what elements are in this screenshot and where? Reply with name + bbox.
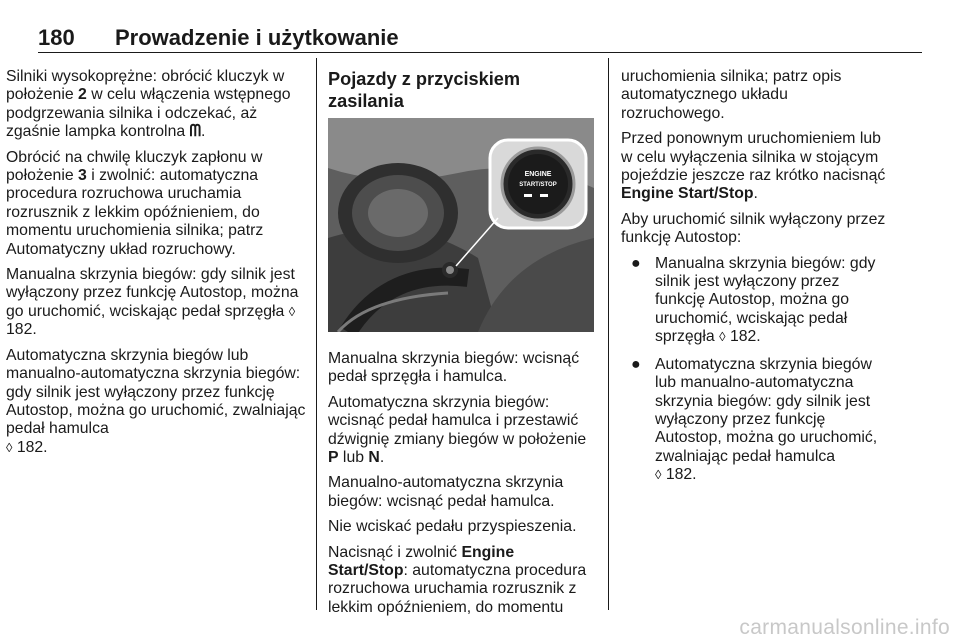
- page-number: 180: [38, 25, 75, 50]
- paragraph: Nie wciskać pedału przyspieszenia.: [328, 518, 577, 536]
- watermark: carmanualsonline.info: [739, 616, 950, 639]
- column-left: [6, 68, 306, 464]
- button-label: START/STOP: [519, 182, 557, 188]
- glow-plug-icon: ᗰ: [189, 123, 201, 141]
- page-reference[interactable]: 182.: [729, 328, 761, 346]
- paragraph: Manualna skrzynia biegów: gdy silnik jest wyłączony przez funkcję Autostop, można go uruchomić, wciskając pedał sprzęgła ◊ 182.: [6, 266, 299, 339]
- page-reference[interactable]: 182.: [6, 321, 37, 339]
- section-title: Pojazdy z przyciskiem zasilania: [328, 69, 521, 111]
- paragraph: Obrócić na chwilę kluczyk zapłonu w położenie 3 i zwolnić: automatyczna procedura rozruchowa uruchamia rozrusznik z lekkim opóźnieniem, do momentu uruchomienia silnika; patrz Automatyczny układ rozruchowy.: [6, 148, 264, 258]
- button-label: ENGINE: [524, 171, 552, 178]
- paragraph: Manualno-automatyczna skrzynia biegów: wcisnąć pedał hamulca.: [328, 474, 564, 510]
- page-reference[interactable]: 182.: [665, 466, 697, 484]
- column-middle: [328, 68, 598, 624]
- list-item: ● Manualna skrzynia biegów: gdy silnik jest wyłączony przez funkcję Autostop, można go uruchomić, wciskając pedał sprzęgła ◊ 182.: [631, 254, 876, 346]
- page-reference-icon: ◊: [655, 467, 662, 483]
- paragraph: Aby uruchomić silnik wyłączony przez funkcję Autostop:: [621, 210, 886, 247]
- page-header: [38, 26, 922, 53]
- paragraph: Manualna skrzynia biegów: wcisnąć pedał sprzęgła i hamulca.: [328, 350, 580, 386]
- engine-start-stop-photo: [328, 118, 594, 332]
- column-right: [621, 68, 891, 494]
- column-divider: [608, 58, 609, 610]
- paragraph: Automatyczna skrzynia biegów lub manualno-automatyczna skrzynia biegów: gdy silnik jest wyłączony przez funkcję Autostop, można go uruchomić, zwalniając pedał hamulca ◊ 182.: [6, 346, 306, 456]
- bullet-icon: ●: [631, 254, 641, 272]
- paragraph: Przed ponownym uruchomieniem lub w celu wyłączenia silnika w stojącym pojeździe jeszcze raz krótko nacisnąć Engine Start/Stop.: [621, 130, 886, 203]
- page-title: Prowadzenie i użytkowanie: [115, 25, 399, 50]
- page-reference-icon: ◊: [288, 303, 296, 319]
- page-reference-icon: ◊: [719, 329, 726, 345]
- paragraph: Nacisnąć i zwolnić Engine Start/Stop: automatyczna procedura rozruchowa uruchamia rozrusznik z lekkim opóźnieniem, do momentu: [328, 543, 587, 616]
- page-reference-icon: ◊: [6, 439, 13, 455]
- paragraph: Automatyczna skrzynia biegów: wcisnąć pedał hamulca i przestawić dźwignię zmiany biegów w położenie P lub N.: [328, 393, 587, 467]
- paragraph: uruchomienia silnika; patrz opis automatycznego układu rozruchowego.: [621, 68, 842, 122]
- bullet-icon: ●: [631, 355, 641, 373]
- column-divider: [316, 58, 317, 610]
- list-item: ● Automatyczna skrzynia biegów lub manualno-automatyczna skrzynia biegów: gdy silnik jest wyłączony przez funkcję Autostop, można go uruchomić, zwalniając pedał hamulca ◊ 182.: [631, 355, 878, 484]
- paragraph: Silniki wysokoprężne: obrócić kluczyk w położenie 2 w celu włączenia wstępnego podgrzewania silnika i odczekać, aż zgaśnie lampka kontrolna ᗰ.: [6, 68, 291, 141]
- page-reference[interactable]: 182.: [16, 438, 48, 456]
